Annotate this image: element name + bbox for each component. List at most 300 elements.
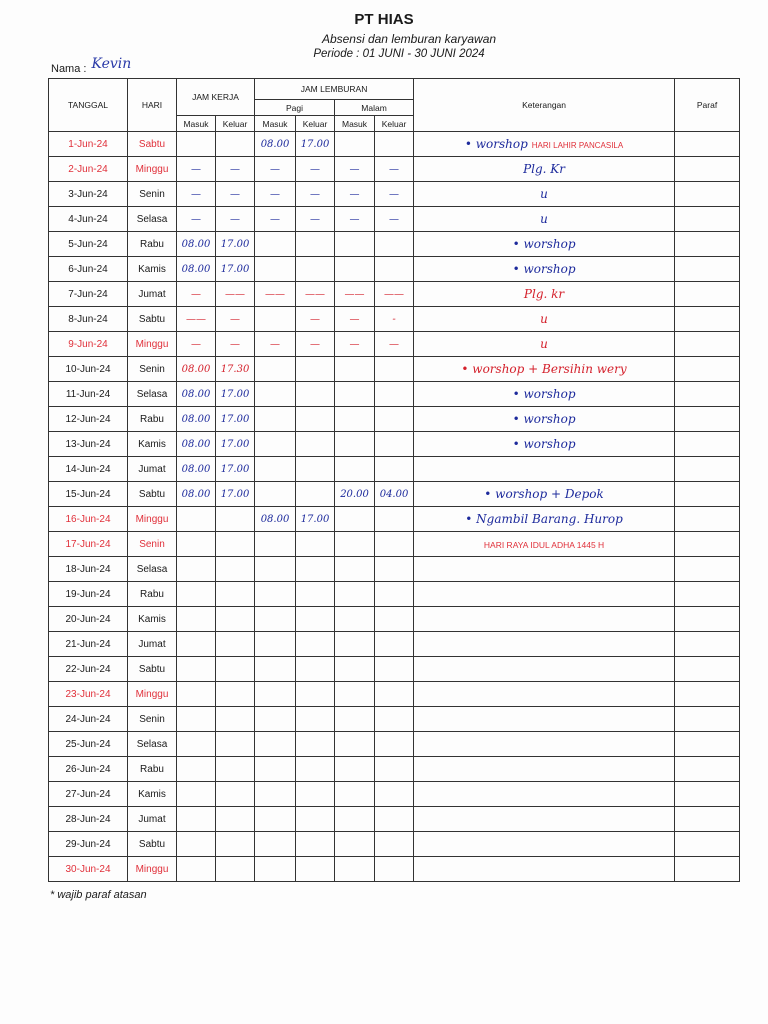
date-cell: 4-Jun-24 — [49, 207, 128, 232]
malam-keluar-cell — [375, 557, 414, 582]
kerja-masuk-cell — [177, 657, 216, 682]
name-label: Nama : — [51, 63, 87, 75]
keterangan-cell — [414, 757, 675, 782]
malam-keluar-cell — [375, 432, 414, 457]
malam-masuk-cell — [335, 757, 375, 782]
keterangan-cell — [414, 307, 675, 332]
pagi-keluar-cell: 17.00 — [296, 132, 335, 157]
keterangan-cell — [414, 782, 675, 807]
malam-keluar-cell: — — [375, 182, 414, 207]
pagi-keluar-cell — [296, 632, 335, 657]
malam-masuk-cell — [335, 807, 375, 832]
header-paraf: Paraf — [675, 79, 740, 132]
malam-masuk-cell — [335, 432, 375, 457]
kerja-keluar-cell: 17.00 — [216, 482, 255, 507]
malam-keluar-cell — [375, 257, 414, 282]
paraf-cell — [675, 457, 740, 482]
paraf-cell — [675, 557, 740, 582]
paraf-cell — [675, 282, 740, 307]
pagi-masuk-cell — [255, 607, 296, 632]
kerja-keluar-cell: — — [216, 307, 255, 332]
keterangan-cell — [414, 257, 675, 282]
paraf-cell — [675, 382, 740, 407]
keterangan-cell — [414, 632, 675, 657]
table-row — [49, 257, 740, 282]
date-cell: 16-Jun-24 — [49, 507, 128, 532]
malam-keluar-cell — [375, 832, 414, 857]
keterangan-cell — [414, 507, 675, 532]
name-row — [51, 56, 132, 76]
date-cell: 12-Jun-24 — [49, 407, 128, 432]
keterangan-handwritten: u — [540, 187, 548, 201]
keterangan-cell — [414, 707, 675, 732]
day-cell: Sabtu — [128, 482, 177, 507]
table-row — [49, 507, 740, 532]
paraf-cell — [675, 357, 740, 382]
table-row — [49, 832, 740, 857]
pagi-masuk-cell — [255, 232, 296, 257]
pagi-masuk-cell — [255, 357, 296, 382]
paraf-cell — [675, 607, 740, 632]
malam-masuk-cell — [335, 507, 375, 532]
malam-keluar-cell — [375, 232, 414, 257]
table-row — [49, 657, 740, 682]
header-pagi: Pagi — [255, 100, 335, 116]
table-row — [49, 632, 740, 657]
table-row — [49, 782, 740, 807]
day-cell: Jumat — [128, 282, 177, 307]
kerja-keluar-cell — [216, 707, 255, 732]
date-cell: 26-Jun-24 — [49, 757, 128, 782]
malam-keluar-cell — [375, 782, 414, 807]
pagi-masuk-cell — [255, 682, 296, 707]
date-cell: 17-Jun-24 — [49, 532, 128, 557]
keterangan-handwritten: • worshop — [512, 387, 576, 401]
table-row — [49, 307, 740, 332]
keterangan-handwritten: • worshop — [512, 237, 576, 251]
header-jam-lemburan: JAM LEMBURAN — [255, 79, 414, 100]
table-row — [49, 482, 740, 507]
malam-keluar-cell — [375, 457, 414, 482]
pagi-keluar-cell — [296, 657, 335, 682]
kerja-masuk-cell — [177, 132, 216, 157]
date-cell: 3-Jun-24 — [49, 182, 128, 207]
malam-keluar-cell — [375, 132, 414, 157]
keterangan-cell — [414, 432, 675, 457]
date-cell: 6-Jun-24 — [49, 257, 128, 282]
day-cell: Rabu — [128, 757, 177, 782]
paraf-cell — [675, 582, 740, 607]
malam-keluar-cell — [375, 382, 414, 407]
malam-masuk-cell — [335, 657, 375, 682]
date-cell: 2-Jun-24 — [49, 157, 128, 182]
kerja-masuk-cell — [177, 732, 216, 757]
keterangan-cell — [414, 207, 675, 232]
table-row — [49, 182, 740, 207]
pagi-keluar-cell — [296, 807, 335, 832]
table-row — [49, 682, 740, 707]
paraf-cell — [675, 807, 740, 832]
date-cell: 18-Jun-24 — [49, 557, 128, 582]
kerja-masuk-cell — [177, 582, 216, 607]
keterangan-cell — [414, 732, 675, 757]
malam-keluar-cell — [375, 607, 414, 632]
pagi-masuk-cell — [255, 407, 296, 432]
kerja-keluar-cell: 17.00 — [216, 257, 255, 282]
malam-keluar-cell — [375, 657, 414, 682]
pagi-masuk-cell: —— — [255, 282, 296, 307]
date-cell: 8-Jun-24 — [49, 307, 128, 332]
pagi-keluar-cell — [296, 457, 335, 482]
keterangan-cell — [414, 482, 675, 507]
malam-keluar-cell — [375, 582, 414, 607]
pagi-keluar-cell — [296, 482, 335, 507]
date-cell: 24-Jun-24 — [49, 707, 128, 732]
paraf-cell — [675, 307, 740, 332]
table-row — [49, 582, 740, 607]
table-row — [49, 607, 740, 632]
pagi-keluar-cell: — — [296, 157, 335, 182]
day-cell: Selasa — [128, 207, 177, 232]
keterangan-cell — [414, 832, 675, 857]
kerja-keluar-cell: 17.00 — [216, 457, 255, 482]
keterangan-printed: HARI RAYA IDUL ADHA 1445 H — [483, 540, 605, 550]
malam-keluar-cell: —— — [375, 282, 414, 307]
keterangan-handwritten: u — [540, 337, 548, 351]
malam-masuk-cell — [335, 732, 375, 757]
pagi-masuk-cell: — — [255, 182, 296, 207]
table-row — [49, 232, 740, 257]
malam-masuk-cell — [335, 782, 375, 807]
table-row — [49, 707, 740, 732]
date-cell: 21-Jun-24 — [49, 632, 128, 657]
keterangan-cell — [414, 182, 675, 207]
pagi-keluar-cell — [296, 532, 335, 557]
table-row — [49, 132, 740, 157]
day-cell: Rabu — [128, 407, 177, 432]
paraf-cell — [675, 482, 740, 507]
kerja-keluar-cell — [216, 632, 255, 657]
kerja-keluar-cell — [216, 132, 255, 157]
kerja-masuk-cell: 08.00 — [177, 457, 216, 482]
pagi-masuk-cell — [255, 457, 296, 482]
pagi-masuk-cell — [255, 657, 296, 682]
date-cell: 19-Jun-24 — [49, 582, 128, 607]
pagi-keluar-cell: — — [296, 332, 335, 357]
pagi-masuk-cell — [255, 482, 296, 507]
table-row — [49, 282, 740, 307]
pagi-keluar-cell — [296, 432, 335, 457]
malam-keluar-cell: 04.00 — [375, 482, 414, 507]
day-cell: Selasa — [128, 557, 177, 582]
day-cell: Jumat — [128, 807, 177, 832]
company-title: PT HIAS — [354, 11, 414, 28]
kerja-keluar-cell: — — [216, 182, 255, 207]
table-row — [49, 557, 740, 582]
malam-keluar-cell — [375, 757, 414, 782]
kerja-masuk-cell — [177, 507, 216, 532]
kerja-masuk-cell: 08.00 — [177, 357, 216, 382]
day-cell: Rabu — [128, 582, 177, 607]
pagi-keluar-cell — [296, 832, 335, 857]
date-cell: 27-Jun-24 — [49, 782, 128, 807]
kerja-masuk-cell — [177, 632, 216, 657]
pagi-masuk-cell — [255, 557, 296, 582]
kerja-keluar-cell: — — [216, 332, 255, 357]
pagi-keluar-cell — [296, 707, 335, 732]
pagi-keluar-cell — [296, 232, 335, 257]
kerja-keluar-cell: — — [216, 157, 255, 182]
malam-masuk-cell: — — [335, 182, 375, 207]
day-cell: Minggu — [128, 332, 177, 357]
header-tanggal: TANGGAL — [49, 79, 128, 132]
pagi-keluar-cell — [296, 607, 335, 632]
day-cell: Kamis — [128, 432, 177, 457]
keterangan-cell — [414, 607, 675, 632]
malam-masuk-cell — [335, 457, 375, 482]
pagi-keluar-cell: — — [296, 182, 335, 207]
kerja-masuk-cell: 08.00 — [177, 432, 216, 457]
malam-keluar-cell: — — [375, 157, 414, 182]
date-cell: 15-Jun-24 — [49, 482, 128, 507]
kerja-masuk-cell: — — [177, 207, 216, 232]
kerja-keluar-cell — [216, 757, 255, 782]
malam-masuk-cell — [335, 132, 375, 157]
footnote: * wajib paraf atasan — [50, 889, 147, 901]
malam-keluar-cell — [375, 407, 414, 432]
kerja-keluar-cell: 17.00 — [216, 232, 255, 257]
date-cell: 22-Jun-24 — [49, 657, 128, 682]
table-row — [49, 157, 740, 182]
table-row — [49, 382, 740, 407]
day-cell: Selasa — [128, 732, 177, 757]
pagi-masuk-cell — [255, 807, 296, 832]
table-row — [49, 757, 740, 782]
keterangan-cell — [414, 407, 675, 432]
attendance-table — [48, 78, 740, 882]
date-cell: 14-Jun-24 — [49, 457, 128, 482]
malam-keluar-cell — [375, 807, 414, 832]
malam-keluar-cell: — — [375, 207, 414, 232]
pagi-keluar-cell: — — [296, 307, 335, 332]
pagi-keluar-cell — [296, 782, 335, 807]
keterangan-cell — [414, 382, 675, 407]
pagi-masuk-cell: 08.00 — [255, 507, 296, 532]
date-cell: 28-Jun-24 — [49, 807, 128, 832]
pagi-keluar-cell — [296, 732, 335, 757]
table-row — [49, 532, 740, 557]
kerja-masuk-cell — [177, 807, 216, 832]
pagi-keluar-cell — [296, 407, 335, 432]
pagi-masuk-cell — [255, 582, 296, 607]
paraf-cell — [675, 832, 740, 857]
table-row — [49, 332, 740, 357]
kerja-masuk-cell: 08.00 — [177, 257, 216, 282]
paraf-cell — [675, 657, 740, 682]
pagi-keluar-cell: —— — [296, 282, 335, 307]
date-cell: 9-Jun-24 — [49, 332, 128, 357]
kerja-masuk-cell — [177, 857, 216, 882]
malam-masuk-cell: — — [335, 332, 375, 357]
header-pagi-keluar: Keluar — [296, 116, 335, 132]
kerja-masuk-cell — [177, 532, 216, 557]
keterangan-cell — [414, 332, 675, 357]
keterangan-cell — [414, 232, 675, 257]
malam-masuk-cell — [335, 607, 375, 632]
kerja-masuk-cell: — — [177, 282, 216, 307]
keterangan-cell — [414, 557, 675, 582]
malam-masuk-cell — [335, 832, 375, 857]
kerja-keluar-cell — [216, 782, 255, 807]
day-cell: Sabtu — [128, 657, 177, 682]
header-keterangan: Keterangan — [414, 79, 675, 132]
kerja-masuk-cell — [177, 607, 216, 632]
date-cell: 20-Jun-24 — [49, 607, 128, 632]
day-cell: Selasa — [128, 382, 177, 407]
keterangan-cell — [414, 457, 675, 482]
day-cell: Minggu — [128, 157, 177, 182]
paraf-cell — [675, 782, 740, 807]
kerja-masuk-cell: —— — [177, 307, 216, 332]
kerja-masuk-cell: 08.00 — [177, 232, 216, 257]
kerja-keluar-cell — [216, 832, 255, 857]
malam-masuk-cell — [335, 682, 375, 707]
day-cell: Minggu — [128, 507, 177, 532]
paraf-cell — [675, 732, 740, 757]
malam-masuk-cell: 20.00 — [335, 482, 375, 507]
kerja-keluar-cell — [216, 557, 255, 582]
paraf-cell — [675, 432, 740, 457]
pagi-keluar-cell — [296, 382, 335, 407]
date-cell: 1-Jun-24 — [49, 132, 128, 157]
kerja-masuk-cell — [177, 707, 216, 732]
table-row — [49, 857, 740, 882]
pagi-masuk-cell — [255, 707, 296, 732]
kerja-masuk-cell — [177, 757, 216, 782]
kerja-masuk-cell: 08.00 — [177, 407, 216, 432]
paraf-cell — [675, 757, 740, 782]
date-cell: 30-Jun-24 — [49, 857, 128, 882]
pagi-masuk-cell — [255, 782, 296, 807]
kerja-keluar-cell — [216, 607, 255, 632]
paraf-cell — [675, 332, 740, 357]
keterangan-handwritten: • worshop — [512, 412, 576, 426]
kerja-keluar-cell — [216, 807, 255, 832]
pagi-masuk-cell — [255, 382, 296, 407]
paraf-cell — [675, 257, 740, 282]
keterangan-cell — [414, 807, 675, 832]
kerja-keluar-cell: 17.00 — [216, 432, 255, 457]
date-cell: 11-Jun-24 — [49, 382, 128, 407]
paraf-cell — [675, 632, 740, 657]
keterangan-cell — [414, 532, 675, 557]
keterangan-cell — [414, 657, 675, 682]
date-cell: 29-Jun-24 — [49, 832, 128, 857]
day-cell: Minggu — [128, 682, 177, 707]
pagi-keluar-cell — [296, 582, 335, 607]
pagi-masuk-cell — [255, 257, 296, 282]
kerja-masuk-cell: 08.00 — [177, 382, 216, 407]
paraf-cell — [675, 682, 740, 707]
pagi-masuk-cell: 08.00 — [255, 132, 296, 157]
day-cell: Kamis — [128, 257, 177, 282]
malam-masuk-cell — [335, 357, 375, 382]
pagi-masuk-cell: — — [255, 207, 296, 232]
malam-masuk-cell — [335, 232, 375, 257]
malam-masuk-cell — [335, 557, 375, 582]
kerja-keluar-cell — [216, 682, 255, 707]
pagi-keluar-cell — [296, 357, 335, 382]
malam-keluar-cell — [375, 507, 414, 532]
pagi-keluar-cell — [296, 682, 335, 707]
malam-masuk-cell — [335, 857, 375, 882]
keterangan-handwritten: • worshop + Depok — [484, 487, 604, 501]
kerja-masuk-cell: — — [177, 182, 216, 207]
keterangan-cell — [414, 857, 675, 882]
day-cell: Jumat — [128, 457, 177, 482]
malam-keluar-cell: — — [375, 332, 414, 357]
malam-keluar-cell — [375, 632, 414, 657]
keterangan-cell — [414, 682, 675, 707]
keterangan-cell — [414, 132, 675, 157]
header-malam: Malam — [335, 100, 414, 116]
malam-masuk-cell — [335, 407, 375, 432]
table-row — [49, 457, 740, 482]
keterangan-handwritten: • worshop — [464, 137, 528, 151]
kerja-masuk-cell — [177, 682, 216, 707]
kerja-keluar-cell — [216, 657, 255, 682]
paraf-cell — [675, 132, 740, 157]
malam-masuk-cell — [335, 257, 375, 282]
date-cell: 10-Jun-24 — [49, 357, 128, 382]
pagi-keluar-cell: 17.00 — [296, 507, 335, 532]
paraf-cell — [675, 507, 740, 532]
date-cell: 23-Jun-24 — [49, 682, 128, 707]
day-cell: Senin — [128, 707, 177, 732]
header-kerja-keluar: Keluar — [216, 116, 255, 132]
paraf-cell — [675, 857, 740, 882]
keterangan-cell — [414, 582, 675, 607]
day-cell: Sabtu — [128, 832, 177, 857]
day-cell: Minggu — [128, 857, 177, 882]
day-cell: Senin — [128, 182, 177, 207]
table-row — [49, 407, 740, 432]
keterangan-cell — [414, 157, 675, 182]
pagi-masuk-cell: — — [255, 332, 296, 357]
keterangan-printed: HARI LAHIR PANCASILA — [531, 141, 624, 150]
pagi-keluar-cell — [296, 557, 335, 582]
malam-masuk-cell: —— — [335, 282, 375, 307]
malam-masuk-cell: — — [335, 157, 375, 182]
keterangan-handwritten: u — [540, 212, 548, 226]
form-subtitle: Absensi dan lemburan karyawan — [321, 32, 497, 46]
date-cell: 13-Jun-24 — [49, 432, 128, 457]
table-row — [49, 357, 740, 382]
day-cell: Jumat — [128, 632, 177, 657]
kerja-keluar-cell — [216, 507, 255, 532]
period-label: Periode : 01 JUNI - 30 JUNI 2024 — [313, 48, 485, 60]
pagi-masuk-cell — [255, 857, 296, 882]
kerja-masuk-cell — [177, 782, 216, 807]
malam-masuk-cell: — — [335, 307, 375, 332]
keterangan-handwritten: • worshop + Bersihin wery — [461, 362, 627, 376]
date-cell: 25-Jun-24 — [49, 732, 128, 757]
keterangan-handwritten: Plg. Kr — [523, 162, 566, 176]
malam-masuk-cell — [335, 707, 375, 732]
keterangan-handwritten: • worshop — [512, 262, 576, 276]
keterangan-handwritten: • worshop — [512, 437, 576, 451]
keterangan-handwritten: Plg. kr — [523, 287, 565, 301]
